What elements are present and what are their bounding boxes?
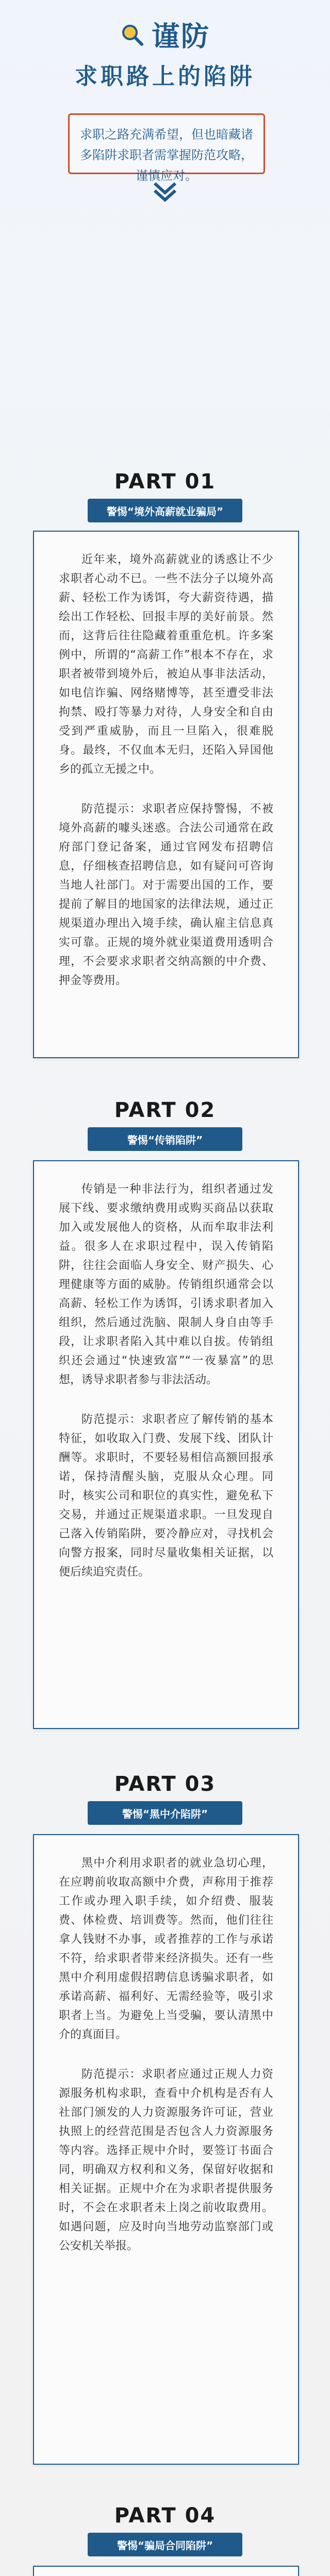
header bbox=[0, 0, 330, 268]
section-tip: 防范提示：求职者应通过正规人力资源服务机构求职，查看中介机构是否有人社部门颁发的人力资源服务许可证，营业执照上的经营范围是否包含人力资源服务等内容。选择正规中介时，要签订书面合同，明确双方权利和义务，保留好收据和相关证据。正规中介在为求职者提供服务时，不会在求职者未上岗之前收取费用。如遇问题，应及时向当地劳动监察部门或公安机关举报。 bbox=[59, 2068, 273, 2252]
section-body: 黑中介利用求职者的就业急切心理，在应聘前收取高额中介费，声称用于推荐工作或办理入职手续，如介绍费、服装费、体检费、培训费等。然而，他们往往拿人钱财不办事，或者推荐的工作与承诺不符，给求职者带来经济损失。还有一些黑中介利用虚假招聘信息诱骗求职者，如承诺高薪、福利好、无需经验等，吸引求职者上当。为避免上当受骗，要认清黑中介的真面目。 bbox=[59, 1857, 273, 2041]
section-pill: 警惕“境外高薪就业骗局” bbox=[88, 499, 242, 522]
chevron-down-icon bbox=[153, 181, 177, 202]
part-heading: PART 01 bbox=[114, 470, 216, 494]
title-row bbox=[0, 14, 330, 54]
intro-box bbox=[68, 113, 265, 183]
section-card bbox=[33, 1160, 299, 1729]
section-pill: 警惕“骗局合同陷阱” bbox=[88, 2533, 242, 2556]
magnifier-icon bbox=[120, 22, 144, 47]
part-heading: PART 02 bbox=[114, 1098, 216, 1122]
intro-text: 求职之路充满希望，但也暗藏诸多陷阱求职者需掌握防范攻略，谨慎应对。 bbox=[80, 127, 253, 183]
section-card bbox=[33, 531, 299, 1058]
section-card bbox=[33, 1834, 299, 2465]
section-tip: 防范提示：求职者应保持警惕，不被境外高薪的噱头迷惑。合法公司通常在政府部门登记备案，通过官网发布招聘信息，仔细核查招聘信息，如有疑问可咨询当地人社部门。对于需要出国的工作，要提前了解目的地国家的法律法规，通过正规渠道办理出入境手续，确认雇主信息真实可靠。正规的境外就业渠道费用透明合理，不会要求求职者交纳高额的中介费、押金等费用。 bbox=[59, 803, 273, 987]
section-tip: 防范提示：求职者应了解传销的基本特征，如收取入门费、发展下线、团队计酬等。求职时，不要轻易相信高额回报承诺，保持清醒头脑，克服从众心理。同时，核实公司和职位的真实性，避免私下交易，并通过正规渠道求职。一旦发现自己落入传销陷阱，要冷静应对，寻找机会向警方报案，同时尽量收集相关证据，以便后续追究责任。 bbox=[59, 1413, 273, 1579]
section-pill: 警惕“黑中介陷阱” bbox=[88, 1801, 242, 1825]
section-card bbox=[33, 2566, 299, 2576]
part-heading: PART 04 bbox=[114, 2504, 216, 2528]
section-body: 传销是一种非法行为，组织者通过发展下线、要求缴纳费用或购买商品以获取加入或发展他人的资格，从而牟取非法利益。很多人在求职过程中，误入传销陷阱，往往会面临人身安全、财产损失、心理健康等方面的威胁。传销组织通常会以高薪、轻松工作为诱饵，引诱求职者加入组织，然后通过洗脑、限制人身自由等手段，让求职者陷入其中难以自拔。传销组织还会通过“快速致富”“一夜暴富”的思想，诱导求职者参与非法活动。 bbox=[59, 1183, 273, 1386]
part-heading: PART 03 bbox=[114, 1772, 216, 1796]
section-body: 近年来，境外高薪就业的诱惑让不少求职者心动不已。一些不法分子以境外高薪、轻松工作为诱饵，夸大薪资待遇，描绘出工作轻松、回报丰厚的美好前景。然而，这背后往往隐藏着重重危机。许多案例中，所谓的“高薪工作”根本不存在，求职者被带到境外后，被迫从事非法活动，如电信诈骗、网络赌博等，甚至遭受非法拘禁、殴打等暴力对待，人身安全和自由受到严重威胁，而且一旦陷入，很难脱身。最终，不仅血本无归，还陷入异国他乡的孤立无援之中。 bbox=[59, 553, 273, 776]
page-subtitle: 求职路上的陷阱 bbox=[75, 63, 255, 90]
section-pill: 警惕“传销陷阱” bbox=[88, 1127, 242, 1151]
page-title: 谨防 bbox=[152, 20, 210, 53]
